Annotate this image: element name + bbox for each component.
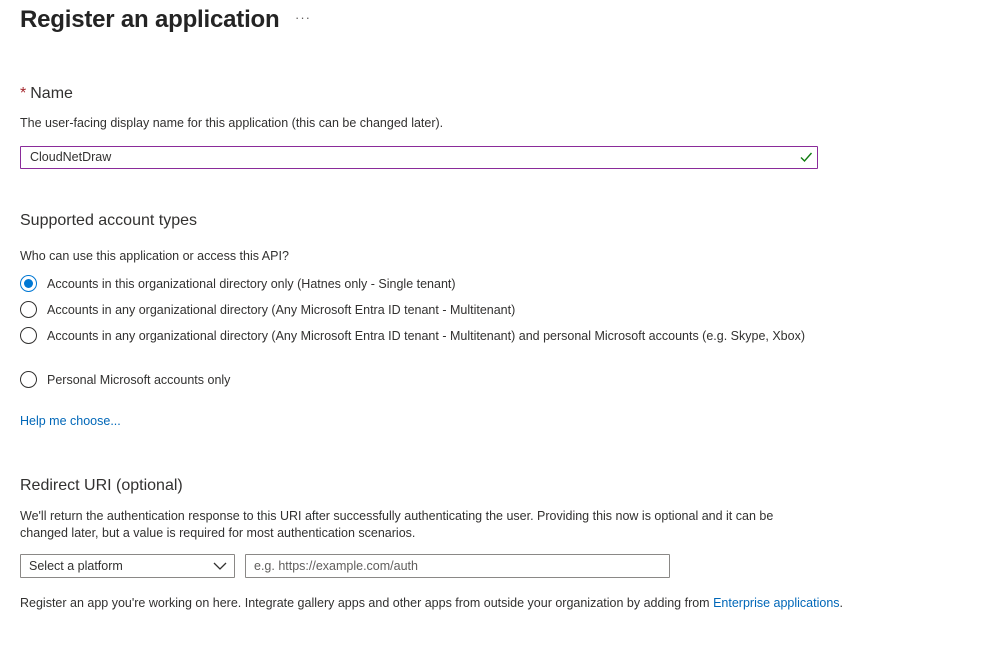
help-me-choose-link[interactable]: Help me choose... [20,414,121,428]
footer-description: Register an app you're working on here. Integrate gallery apps and other apps from outside your organization by adding from [20,596,714,610]
required-marker: * [20,85,27,102]
redirect-uri-heading: Redirect URI (optional) [20,477,183,494]
account-types-question: Who can use this application or access this API? [20,249,289,263]
redirect-uri-input[interactable] [245,554,670,578]
chevron-down-icon [213,561,227,571]
redirect-uri-text-field[interactable] [246,555,669,577]
name-input-value: CloudNetDraw [30,150,112,164]
platform-select-value: Select a platform [29,559,123,573]
footer-text [20,596,843,610]
radio-button[interactable] [20,371,37,388]
platform-select[interactable] [20,554,235,578]
name-help-text: The user-facing display name for this application (this can be changed later). [20,116,444,130]
account-type-option-label: Personal Microsoft accounts only [47,373,231,387]
more-options-icon[interactable]: ··· [295,10,311,25]
name-label-row [20,85,73,103]
account-type-option-label: Accounts in any organizational directory (Any Microsoft Entra ID tenant - Multitenant) and personal Microsoft accounts (e.g. Skype, Xbox) [47,329,805,343]
footer-period: . [839,596,844,610]
checkmark-icon [799,150,813,164]
name-input[interactable] [20,146,818,169]
page-title: Register an application [20,6,280,33]
account-type-option-multitenant[interactable] [20,301,817,319]
radio-button-selected[interactable] [20,275,37,292]
enterprise-applications-link[interactable]: Enterprise applications [713,596,840,610]
account-types-heading: Supported account types [20,212,198,229]
redirect-uri-description: We'll return the authentication response to this URI after successfully authenticating the user. Providing this now is optional and it can be changed later, but a value is required for most authentication scenarios. [20,509,774,540]
radio-button[interactable] [20,327,37,344]
account-type-option-multitenant-personal[interactable] [20,327,817,345]
account-type-option-single-tenant[interactable] [20,275,817,293]
account-type-option-label: Accounts in any organizational directory (Any Microsoft Entra ID tenant - Multitenant) [47,303,516,317]
account-type-option-label: Accounts in this organizational directory only (Hatnes only - Single tenant) [47,277,456,291]
name-label: Name [30,85,73,102]
account-type-option-personal[interactable] [20,371,817,389]
radio-button[interactable] [20,301,37,318]
